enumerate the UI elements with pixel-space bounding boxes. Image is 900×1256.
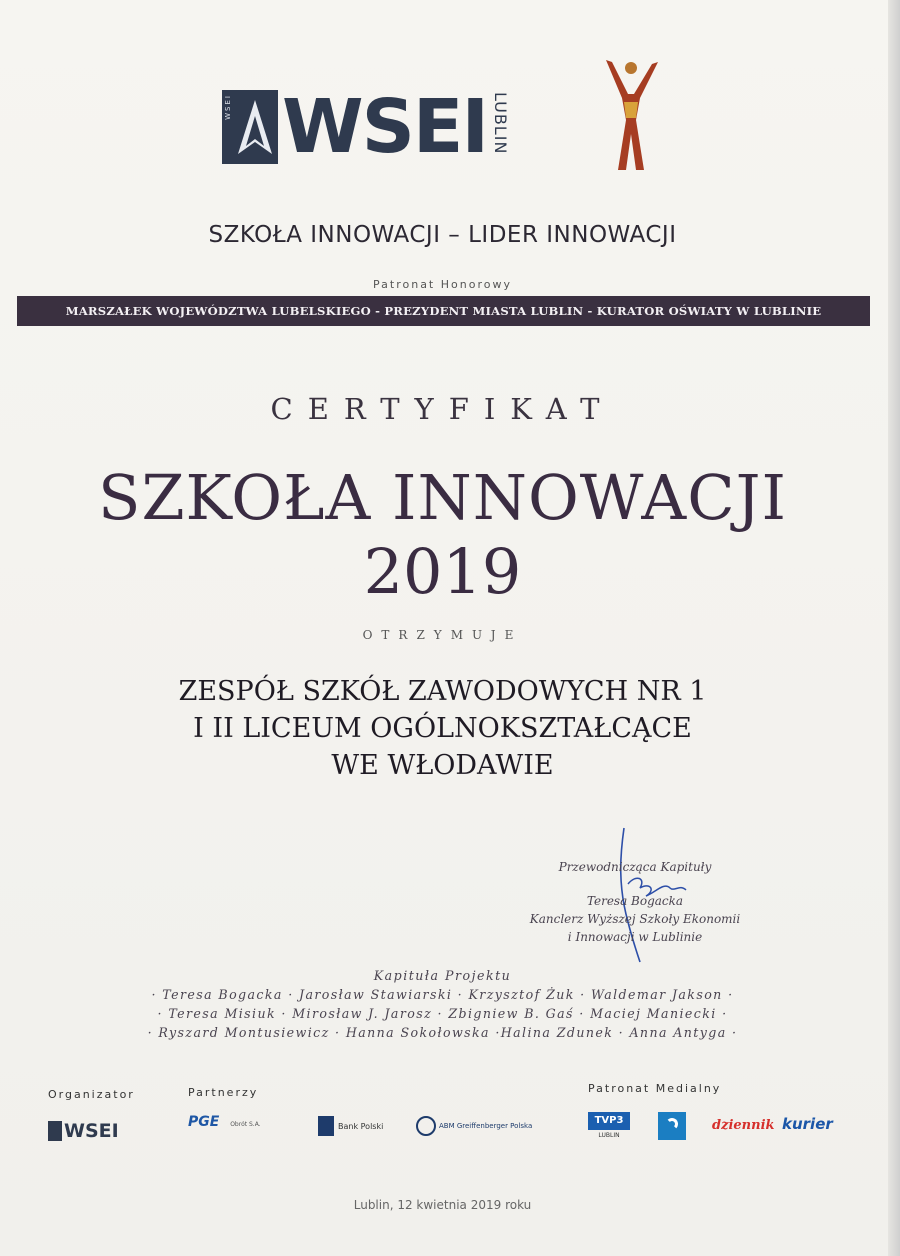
recipient-name [0, 673, 885, 784]
recipient-line: WE WŁODAWIE [331, 750, 554, 781]
radio-wave-icon [666, 1118, 678, 1130]
recipient-line: I II LICEUM OGÓLNOKSZTAŁCĄCE [193, 713, 692, 744]
certificate-year: 2019 [363, 535, 522, 608]
wsei-logo-city: LUBLIN [491, 92, 511, 155]
media-label: Patronat Medialny [588, 1082, 722, 1095]
tvp-logo [588, 1112, 630, 1139]
wsei-logo-text: WSEI [282, 84, 488, 170]
organizer-label: Organizator [48, 1088, 135, 1101]
partners-label: Partnerzy [188, 1086, 259, 1099]
certificate-label: CERTYFIKAT [270, 392, 615, 426]
wsei-logo-emblem [222, 90, 278, 164]
pge-subtext: Obrót S.A. [230, 1121, 261, 1128]
abm-text: ABM Greiffenberger Polska [439, 1122, 533, 1130]
radio-logo [658, 1112, 686, 1140]
figure-logo-icon [600, 58, 662, 174]
wsei-footer-logo [48, 1120, 119, 1142]
issue-date: Lublin, 12 kwietnia 2019 roku [353, 1198, 532, 1212]
wsei-logo [222, 84, 511, 170]
signatory-role: Przewodnicząca Kapituły [558, 860, 712, 874]
abm-logo [416, 1116, 532, 1136]
signatory-name: Teresa Bogacka [586, 894, 684, 908]
patronage-label: Patronat Honorowy [373, 278, 512, 291]
wsei-logo-side-text: WSEI [224, 94, 232, 120]
signatory-block [470, 858, 800, 946]
chapter-title: Kapituła Projektu [373, 968, 512, 983]
signatory-title: Kanclerz Wyższej Szkoły Ekonomii [529, 912, 741, 926]
certificate-title: SZKOŁA INNOWACJI [97, 461, 787, 534]
pko-text: Bank Polski [338, 1121, 384, 1131]
wsei-footer-text: WSEI [64, 1120, 119, 1142]
patronage-bar: MARSZAŁEK WOJEWÓDZTWA LUBELSKIEGO - PREZYDENT MIASTA LUBLIN - KURATOR OŚWIATY W LUBLINIE [17, 296, 870, 326]
receives-label: OTRZYMUJE [362, 628, 523, 642]
wsei-emblem-icon [48, 1121, 62, 1141]
slogan: SZKOŁA INNOWACJI – LIDER INNOWACJI [208, 222, 677, 248]
abm-emblem-icon [416, 1116, 436, 1136]
pge-logo [188, 1114, 261, 1130]
project-chapter [0, 966, 885, 1042]
tvp-subtext: LUBLIN [598, 1132, 620, 1139]
arrow-icon [236, 96, 274, 158]
chapter-members: · Ryszard Montusiewicz · Hanna Sokołowska ·Halina Zdunek · Anna Antyga · [147, 1025, 738, 1040]
pko-logo [318, 1116, 383, 1136]
dziennik-logo: dziennik [712, 1118, 775, 1133]
chapter-members: · Teresa Misiuk · Mirosław J. Jarosz · Zbigniew B. Gaś · Maciej Maniecki · [157, 1006, 728, 1021]
scan-edge [888, 0, 900, 1256]
pko-emblem-icon [318, 1116, 334, 1136]
pge-text: PGE [188, 1114, 220, 1130]
signatory-title: i Innowacji w Lublinie [567, 930, 703, 944]
chapter-members: · Teresa Bogacka · Jarosław Stawiarski · Krzysztof Żuk · Waldemar Jakson · [151, 987, 734, 1002]
tvp-text: TVP3 [588, 1112, 630, 1130]
kurier-logo: kurier [782, 1115, 833, 1133]
recipient-line: ZESPÓŁ SZKÓŁ ZAWODOWYCH NR 1 [178, 676, 707, 707]
